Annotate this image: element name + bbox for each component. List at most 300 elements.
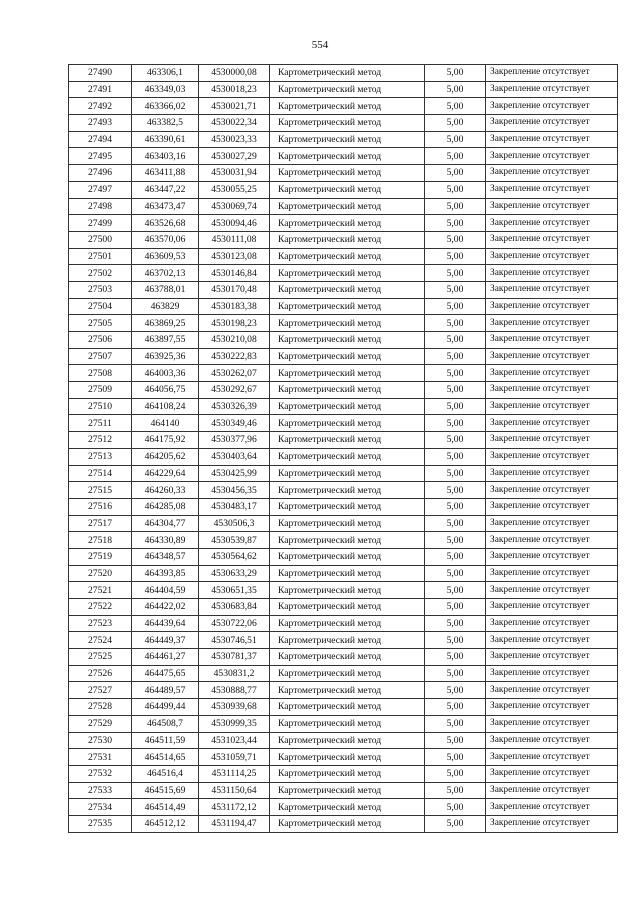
- point-number-cell: 27490: [69, 65, 132, 82]
- x-coordinate-cell: 464439,64: [132, 615, 199, 632]
- method-cell: Картометрический метод: [270, 532, 425, 549]
- point-number-cell: 27534: [69, 799, 132, 816]
- point-number-cell: 27507: [69, 348, 132, 365]
- table-row: [69, 148, 618, 165]
- accuracy-cell: 5,00: [425, 131, 486, 148]
- y-coordinate-cell: 4530456,35: [199, 482, 270, 499]
- method-cell: Картометрический метод: [270, 382, 425, 399]
- accuracy-cell: 5,00: [425, 315, 486, 332]
- y-coordinate-cell: 4531172,12: [199, 799, 270, 816]
- table-row: [69, 732, 618, 749]
- accuracy-cell: 5,00: [425, 298, 486, 315]
- fixing-description-cell: Закрепление отсутствует: [486, 231, 618, 248]
- fixing-description-cell: Закрепление отсутствует: [486, 415, 618, 432]
- y-coordinate-cell: 4530021,71: [199, 98, 270, 115]
- point-number-cell: 27515: [69, 482, 132, 499]
- x-coordinate-cell: 463382,5: [132, 115, 199, 132]
- x-coordinate-cell: 463366,02: [132, 98, 199, 115]
- accuracy-cell: 5,00: [425, 482, 486, 499]
- point-number-cell: 27505: [69, 315, 132, 332]
- fixing-description-cell: Закрепление отсутствует: [486, 799, 618, 816]
- x-coordinate-cell: 464108,24: [132, 398, 199, 415]
- y-coordinate-cell: 4530403,64: [199, 448, 270, 465]
- accuracy-cell: 5,00: [425, 632, 486, 649]
- fixing-description-cell: Закрепление отсутствует: [486, 181, 618, 198]
- accuracy-cell: 5,00: [425, 248, 486, 265]
- accuracy-cell: 5,00: [425, 799, 486, 816]
- method-cell: Картометрический метод: [270, 682, 425, 699]
- point-number-cell: 27519: [69, 548, 132, 565]
- method-cell: Картометрический метод: [270, 215, 425, 232]
- accuracy-cell: 5,00: [425, 732, 486, 749]
- table-row: [69, 382, 618, 399]
- point-number-cell: 27533: [69, 782, 132, 799]
- table-row: [69, 165, 618, 182]
- fixing-description-cell: Закрепление отсутствует: [486, 582, 618, 599]
- x-coordinate-cell: 464260,33: [132, 482, 199, 499]
- x-coordinate-cell: 464461,27: [132, 649, 199, 666]
- method-cell: Картометрический метод: [270, 799, 425, 816]
- method-cell: Картометрический метод: [270, 482, 425, 499]
- method-cell: Картометрический метод: [270, 398, 425, 415]
- x-coordinate-cell: 463473,47: [132, 198, 199, 215]
- table-row: [69, 131, 618, 148]
- x-coordinate-cell: 464514,49: [132, 799, 199, 816]
- fixing-description-cell: Закрепление отсутствует: [486, 398, 618, 415]
- table-row: [69, 582, 618, 599]
- point-number-cell: 27514: [69, 465, 132, 482]
- method-cell: Картометрический метод: [270, 782, 425, 799]
- table-row: [69, 398, 618, 415]
- coordinates-table: [68, 64, 618, 833]
- accuracy-cell: 5,00: [425, 148, 486, 165]
- method-cell: Картометрический метод: [270, 749, 425, 766]
- x-coordinate-cell: 463609,53: [132, 248, 199, 265]
- y-coordinate-cell: 4530292,67: [199, 382, 270, 399]
- point-number-cell: 27522: [69, 599, 132, 616]
- method-cell: Картометрический метод: [270, 815, 425, 832]
- fixing-description-cell: Закрепление отсутствует: [486, 532, 618, 549]
- point-number-cell: 27494: [69, 131, 132, 148]
- accuracy-cell: 5,00: [425, 448, 486, 465]
- y-coordinate-cell: 4530018,23: [199, 81, 270, 98]
- x-coordinate-cell: 464348,57: [132, 548, 199, 565]
- x-coordinate-cell: 463570,06: [132, 231, 199, 248]
- method-cell: Картометрический метод: [270, 465, 425, 482]
- y-coordinate-cell: 4530123,08: [199, 248, 270, 265]
- method-cell: Картометрический метод: [270, 81, 425, 98]
- x-coordinate-cell: 464511,59: [132, 732, 199, 749]
- method-cell: Картометрический метод: [270, 548, 425, 565]
- method-cell: Картометрический метод: [270, 448, 425, 465]
- fixing-description-cell: Закрепление отсутствует: [486, 749, 618, 766]
- fixing-description-cell: Закрепление отсутствует: [486, 515, 618, 532]
- point-number-cell: 27495: [69, 148, 132, 165]
- method-cell: Картометрический метод: [270, 265, 425, 282]
- point-number-cell: 27501: [69, 248, 132, 265]
- table-row: [69, 615, 618, 632]
- table-row: [69, 749, 618, 766]
- point-number-cell: 27503: [69, 281, 132, 298]
- y-coordinate-cell: 4530326,39: [199, 398, 270, 415]
- x-coordinate-cell: 463447,22: [132, 181, 199, 198]
- accuracy-cell: 5,00: [425, 348, 486, 365]
- accuracy-cell: 5,00: [425, 181, 486, 198]
- table-row: [69, 632, 618, 649]
- accuracy-cell: 5,00: [425, 498, 486, 515]
- y-coordinate-cell: 4530888,77: [199, 682, 270, 699]
- y-coordinate-cell: 4531023,44: [199, 732, 270, 749]
- fixing-description-cell: Закрепление отсутствует: [486, 448, 618, 465]
- method-cell: Картометрический метод: [270, 248, 425, 265]
- point-number-cell: 27502: [69, 265, 132, 282]
- y-coordinate-cell: 4530027,29: [199, 148, 270, 165]
- y-coordinate-cell: 4531194,47: [199, 815, 270, 832]
- fixing-description-cell: Закрепление отсутствует: [486, 315, 618, 332]
- fixing-description-cell: Закрепление отсутствует: [486, 699, 618, 716]
- fixing-description-cell: Закрепление отсутствует: [486, 465, 618, 482]
- accuracy-cell: 5,00: [425, 699, 486, 716]
- method-cell: Картометрический метод: [270, 165, 425, 182]
- table-row: [69, 198, 618, 215]
- method-cell: Картометрический метод: [270, 131, 425, 148]
- table-row: [69, 231, 618, 248]
- accuracy-cell: 5,00: [425, 582, 486, 599]
- accuracy-cell: 5,00: [425, 231, 486, 248]
- table-row: [69, 265, 618, 282]
- accuracy-cell: 5,00: [425, 115, 486, 132]
- table-row: [69, 65, 618, 82]
- table-row: [69, 415, 618, 432]
- fixing-description-cell: Закрепление отсутствует: [486, 682, 618, 699]
- method-cell: Картометрический метод: [270, 565, 425, 582]
- x-coordinate-cell: 463829: [132, 298, 199, 315]
- x-coordinate-cell: 464285,08: [132, 498, 199, 515]
- accuracy-cell: 5,00: [425, 815, 486, 832]
- accuracy-cell: 5,00: [425, 615, 486, 632]
- table-row: [69, 248, 618, 265]
- point-number-cell: 27516: [69, 498, 132, 515]
- y-coordinate-cell: 4530111,08: [199, 231, 270, 248]
- y-coordinate-cell: 4530022,34: [199, 115, 270, 132]
- x-coordinate-cell: 464175,92: [132, 432, 199, 449]
- table-row: [69, 81, 618, 98]
- y-coordinate-cell: 4530055,25: [199, 181, 270, 198]
- x-coordinate-cell: 464304,77: [132, 515, 199, 532]
- table-row: [69, 365, 618, 382]
- method-cell: Картометрический метод: [270, 332, 425, 349]
- y-coordinate-cell: 4530483,17: [199, 498, 270, 515]
- y-coordinate-cell: 4530000,08: [199, 65, 270, 82]
- x-coordinate-cell: 464404,59: [132, 582, 199, 599]
- method-cell: Картометрический метод: [270, 115, 425, 132]
- x-coordinate-cell: 463390,61: [132, 131, 199, 148]
- method-cell: Картометрический метод: [270, 298, 425, 315]
- accuracy-cell: 5,00: [425, 198, 486, 215]
- point-number-cell: 27524: [69, 632, 132, 649]
- x-coordinate-cell: 463788,01: [132, 281, 199, 298]
- y-coordinate-cell: 4530069,74: [199, 198, 270, 215]
- method-cell: Картометрический метод: [270, 348, 425, 365]
- point-number-cell: 27528: [69, 699, 132, 716]
- x-coordinate-cell: 464229,64: [132, 465, 199, 482]
- fixing-description-cell: Закрепление отсутствует: [486, 165, 618, 182]
- table-row: [69, 348, 618, 365]
- y-coordinate-cell: 4530781,37: [199, 649, 270, 666]
- point-number-cell: 27512: [69, 432, 132, 449]
- x-coordinate-cell: 464205,62: [132, 448, 199, 465]
- x-coordinate-cell: 463306,1: [132, 65, 199, 82]
- point-number-cell: 27499: [69, 215, 132, 232]
- accuracy-cell: 5,00: [425, 548, 486, 565]
- point-number-cell: 27518: [69, 532, 132, 549]
- method-cell: Картометрический метод: [270, 599, 425, 616]
- method-cell: Картометрический метод: [270, 432, 425, 449]
- accuracy-cell: 5,00: [425, 749, 486, 766]
- y-coordinate-cell: 4530023,33: [199, 131, 270, 148]
- fixing-description-cell: Закрепление отсутствует: [486, 649, 618, 666]
- y-coordinate-cell: 4530746,51: [199, 632, 270, 649]
- fixing-description-cell: Закрепление отсутствует: [486, 298, 618, 315]
- point-number-cell: 27535: [69, 815, 132, 832]
- x-coordinate-cell: 464489,57: [132, 682, 199, 699]
- table-row: [69, 281, 618, 298]
- method-cell: Картометрический метод: [270, 365, 425, 382]
- accuracy-cell: 5,00: [425, 365, 486, 382]
- method-cell: Картометрический метод: [270, 65, 425, 82]
- method-cell: Картометрический метод: [270, 181, 425, 198]
- method-cell: Картометрический метод: [270, 765, 425, 782]
- x-coordinate-cell: 464449,37: [132, 632, 199, 649]
- table-body: [69, 65, 618, 833]
- method-cell: Картометрический метод: [270, 632, 425, 649]
- accuracy-cell: 5,00: [425, 215, 486, 232]
- x-coordinate-cell: 464393,85: [132, 565, 199, 582]
- accuracy-cell: 5,00: [425, 715, 486, 732]
- fixing-description-cell: Закрепление отсутствует: [486, 482, 618, 499]
- point-number-cell: 27523: [69, 615, 132, 632]
- fixing-description-cell: Закрепление отсутствует: [486, 382, 618, 399]
- table-row: [69, 699, 618, 716]
- accuracy-cell: 5,00: [425, 765, 486, 782]
- point-number-cell: 27504: [69, 298, 132, 315]
- table-row: [69, 599, 618, 616]
- y-coordinate-cell: 4530831,2: [199, 665, 270, 682]
- y-coordinate-cell: 4530262,07: [199, 365, 270, 382]
- point-number-cell: 27508: [69, 365, 132, 382]
- table-row: [69, 432, 618, 449]
- table-row: [69, 482, 618, 499]
- table-row: [69, 448, 618, 465]
- accuracy-cell: 5,00: [425, 281, 486, 298]
- accuracy-cell: 5,00: [425, 682, 486, 699]
- fixing-description-cell: Закрепление отсутствует: [486, 365, 618, 382]
- point-number-cell: 27513: [69, 448, 132, 465]
- method-cell: Картометрический метод: [270, 315, 425, 332]
- accuracy-cell: 5,00: [425, 465, 486, 482]
- method-cell: Картометрический метод: [270, 415, 425, 432]
- accuracy-cell: 5,00: [425, 565, 486, 582]
- y-coordinate-cell: 4530349,46: [199, 415, 270, 432]
- y-coordinate-cell: 4531150,64: [199, 782, 270, 799]
- fixing-description-cell: Закрепление отсутствует: [486, 148, 618, 165]
- fixing-description-cell: Закрепление отсутствует: [486, 281, 618, 298]
- x-coordinate-cell: 464140: [132, 415, 199, 432]
- method-cell: Картометрический метод: [270, 498, 425, 515]
- point-number-cell: 27511: [69, 415, 132, 432]
- fixing-description-cell: Закрепление отсутствует: [486, 615, 618, 632]
- y-coordinate-cell: 4530683,84: [199, 599, 270, 616]
- fixing-description-cell: Закрепление отсутствует: [486, 782, 618, 799]
- x-coordinate-cell: 463403,16: [132, 148, 199, 165]
- x-coordinate-cell: 463702,13: [132, 265, 199, 282]
- y-coordinate-cell: 4530183,38: [199, 298, 270, 315]
- method-cell: Картометрический метод: [270, 649, 425, 666]
- point-number-cell: 27498: [69, 198, 132, 215]
- table-row: [69, 332, 618, 349]
- y-coordinate-cell: 4530539,87: [199, 532, 270, 549]
- x-coordinate-cell: 464514,65: [132, 749, 199, 766]
- fixing-description-cell: Закрепление отсутствует: [486, 115, 618, 132]
- x-coordinate-cell: 464056,75: [132, 382, 199, 399]
- fixing-description-cell: Закрепление отсутствует: [486, 548, 618, 565]
- point-number-cell: 27531: [69, 749, 132, 766]
- table-row: [69, 498, 618, 515]
- x-coordinate-cell: 464003,36: [132, 365, 199, 382]
- table-row: [69, 649, 618, 666]
- y-coordinate-cell: 4530939,68: [199, 699, 270, 716]
- table-row: [69, 115, 618, 132]
- point-number-cell: 27525: [69, 649, 132, 666]
- accuracy-cell: 5,00: [425, 332, 486, 349]
- table-row: [69, 298, 618, 315]
- point-number-cell: 27520: [69, 565, 132, 582]
- fixing-description-cell: Закрепление отсутствует: [486, 215, 618, 232]
- fixing-description-cell: Закрепление отсутствует: [486, 815, 618, 832]
- method-cell: Картометрический метод: [270, 715, 425, 732]
- fixing-description-cell: Закрепление отсутствует: [486, 715, 618, 732]
- y-coordinate-cell: 4530377,96: [199, 432, 270, 449]
- method-cell: Картометрический метод: [270, 281, 425, 298]
- table-row: [69, 682, 618, 699]
- fixing-description-cell: Закрепление отсутствует: [486, 198, 618, 215]
- y-coordinate-cell: 4530031,94: [199, 165, 270, 182]
- y-coordinate-cell: 4531059,71: [199, 749, 270, 766]
- point-number-cell: 27526: [69, 665, 132, 682]
- y-coordinate-cell: 4530506,3: [199, 515, 270, 532]
- method-cell: Картометрический метод: [270, 198, 425, 215]
- point-number-cell: 27517: [69, 515, 132, 532]
- x-coordinate-cell: 464499,44: [132, 699, 199, 716]
- y-coordinate-cell: 4530564,62: [199, 548, 270, 565]
- fixing-description-cell: Закрепление отсутствует: [486, 65, 618, 82]
- accuracy-cell: 5,00: [425, 515, 486, 532]
- table-row: [69, 815, 618, 832]
- accuracy-cell: 5,00: [425, 599, 486, 616]
- x-coordinate-cell: 463349,03: [132, 81, 199, 98]
- method-cell: Картометрический метод: [270, 515, 425, 532]
- x-coordinate-cell: 464508,7: [132, 715, 199, 732]
- table-row: [69, 548, 618, 565]
- x-coordinate-cell: 464516,4: [132, 765, 199, 782]
- x-coordinate-cell: 464475,65: [132, 665, 199, 682]
- fixing-description-cell: Закрепление отсутствует: [486, 265, 618, 282]
- point-number-cell: 27509: [69, 382, 132, 399]
- fixing-description-cell: Закрепление отсутствует: [486, 332, 618, 349]
- y-coordinate-cell: 4530999,35: [199, 715, 270, 732]
- point-number-cell: 27497: [69, 181, 132, 198]
- table-row: [69, 181, 618, 198]
- accuracy-cell: 5,00: [425, 98, 486, 115]
- y-coordinate-cell: 4530222,83: [199, 348, 270, 365]
- point-number-cell: 27529: [69, 715, 132, 732]
- x-coordinate-cell: 464515,69: [132, 782, 199, 799]
- x-coordinate-cell: 464512,12: [132, 815, 199, 832]
- x-coordinate-cell: 463897,55: [132, 332, 199, 349]
- y-coordinate-cell: 4530633,29: [199, 565, 270, 582]
- table-row: [69, 98, 618, 115]
- fixing-description-cell: Закрепление отсутствует: [486, 732, 618, 749]
- y-coordinate-cell: 4530094,46: [199, 215, 270, 232]
- point-number-cell: 27491: [69, 81, 132, 98]
- fixing-description-cell: Закрепление отсутствует: [486, 131, 618, 148]
- accuracy-cell: 5,00: [425, 65, 486, 82]
- table-row: [69, 315, 618, 332]
- point-number-cell: 27506: [69, 332, 132, 349]
- accuracy-cell: 5,00: [425, 649, 486, 666]
- method-cell: Картометрический метод: [270, 732, 425, 749]
- point-number-cell: 27532: [69, 765, 132, 782]
- fixing-description-cell: Закрепление отсутствует: [486, 565, 618, 582]
- x-coordinate-cell: 464330,89: [132, 532, 199, 549]
- accuracy-cell: 5,00: [425, 398, 486, 415]
- table-row: [69, 715, 618, 732]
- method-cell: Картометрический метод: [270, 98, 425, 115]
- fixing-description-cell: Закрепление отсутствует: [486, 498, 618, 515]
- x-coordinate-cell: 463925,36: [132, 348, 199, 365]
- y-coordinate-cell: 4530722,06: [199, 615, 270, 632]
- fixing-description-cell: Закрепление отсутствует: [486, 765, 618, 782]
- accuracy-cell: 5,00: [425, 165, 486, 182]
- method-cell: Картометрический метод: [270, 582, 425, 599]
- accuracy-cell: 5,00: [425, 432, 486, 449]
- accuracy-cell: 5,00: [425, 382, 486, 399]
- accuracy-cell: 5,00: [425, 782, 486, 799]
- table-row: [69, 515, 618, 532]
- table-row: [69, 565, 618, 582]
- point-number-cell: 27492: [69, 98, 132, 115]
- table-row: [69, 215, 618, 232]
- table-row: [69, 465, 618, 482]
- table-row: [69, 665, 618, 682]
- table-row: [69, 765, 618, 782]
- table-row: [69, 799, 618, 816]
- point-number-cell: 27530: [69, 732, 132, 749]
- accuracy-cell: 5,00: [425, 415, 486, 432]
- fixing-description-cell: Закрепление отсутствует: [486, 81, 618, 98]
- y-coordinate-cell: 4531114,25: [199, 765, 270, 782]
- point-number-cell: 27510: [69, 398, 132, 415]
- fixing-description-cell: Закрепление отсутствует: [486, 248, 618, 265]
- y-coordinate-cell: 4530210,08: [199, 332, 270, 349]
- fixing-description-cell: Закрепление отсутствует: [486, 632, 618, 649]
- point-number-cell: 27500: [69, 231, 132, 248]
- method-cell: Картометрический метод: [270, 615, 425, 632]
- table-row: [69, 532, 618, 549]
- fixing-description-cell: Закрепление отсутствует: [486, 348, 618, 365]
- fixing-description-cell: Закрепление отсутствует: [486, 599, 618, 616]
- point-number-cell: 27493: [69, 115, 132, 132]
